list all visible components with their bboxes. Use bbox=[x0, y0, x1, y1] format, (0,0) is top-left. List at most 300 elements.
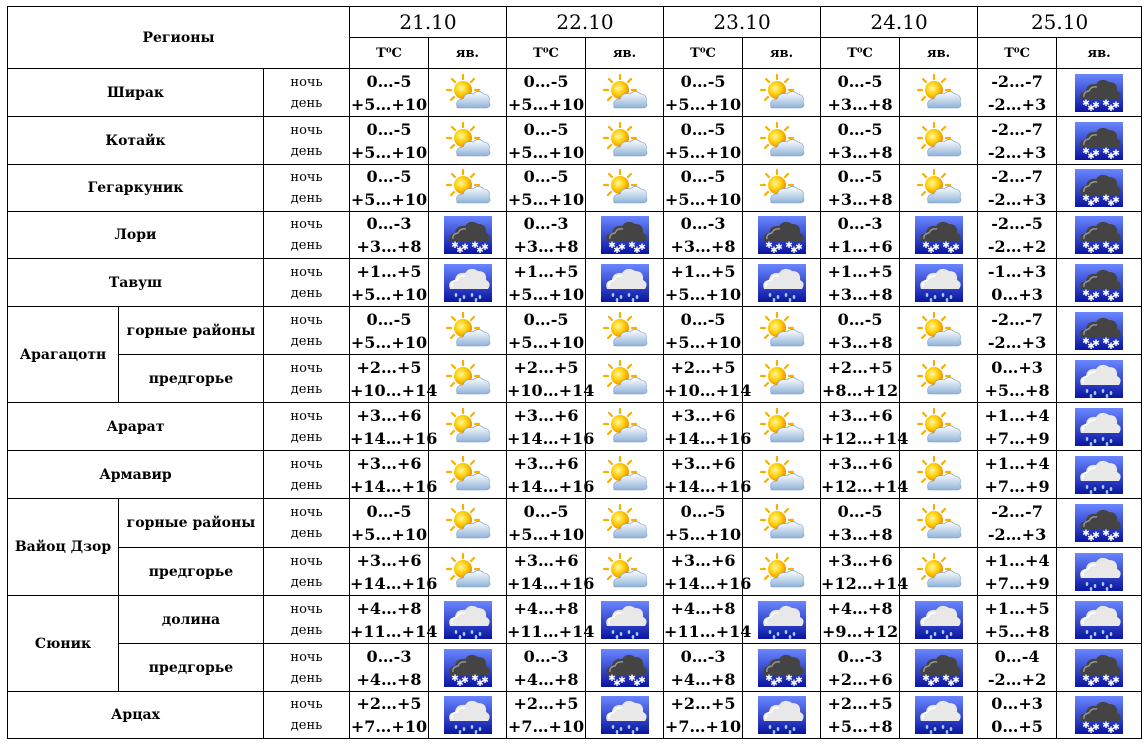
day-temp: +5…+8 bbox=[984, 621, 1050, 641]
svg-text:✱: ✱ bbox=[1092, 290, 1100, 301]
sun-cloud-icon bbox=[743, 69, 821, 117]
svg-text:✱: ✱ bbox=[951, 675, 960, 686]
svg-text:✱: ✱ bbox=[764, 673, 773, 684]
night-label: ночь bbox=[290, 74, 323, 90]
day-temp: +4…+8 bbox=[513, 669, 579, 689]
svg-text:✱: ✱ bbox=[1102, 146, 1110, 157]
night-temp: 0…-3 bbox=[837, 646, 883, 666]
temperature-cell bbox=[978, 596, 1057, 644]
region-name: Арагацотн bbox=[8, 307, 119, 403]
region-row bbox=[8, 644, 1142, 692]
day-temp: +3…+8 bbox=[827, 94, 893, 114]
temperature-cell bbox=[350, 117, 429, 165]
sun-cloud-icon bbox=[900, 451, 978, 499]
night-temp: -2…-7 bbox=[991, 502, 1043, 521]
region-name: Вайоц Дзор bbox=[8, 499, 119, 596]
svg-text:✱: ✱ bbox=[460, 675, 469, 686]
day-temp: +5…+10 bbox=[664, 142, 742, 162]
temperature-cell bbox=[664, 692, 743, 739]
night-temp: +1…+4 bbox=[984, 405, 1050, 425]
svg-text:✱: ✱ bbox=[1102, 194, 1110, 204]
svg-text:✱: ✱ bbox=[784, 241, 793, 251]
night-temp: 0…-5 bbox=[523, 119, 569, 139]
region-name: Котайк bbox=[8, 117, 264, 165]
sun-cloud-icon bbox=[586, 403, 664, 451]
night-temp: +1…+5 bbox=[984, 598, 1050, 618]
svg-text:✱: ✱ bbox=[946, 246, 955, 256]
temperature-cell bbox=[350, 307, 429, 355]
temperature-cell bbox=[664, 644, 743, 692]
day-temp: +7…+10 bbox=[664, 717, 742, 736]
day-temp: +7…+9 bbox=[984, 428, 1050, 448]
temperature-cell bbox=[821, 403, 909, 451]
night-temp: +4…+8 bbox=[513, 598, 579, 618]
night-temp: 0…-5 bbox=[837, 119, 883, 139]
night-temp: 0…-5 bbox=[366, 119, 412, 139]
svg-text:✱: ✱ bbox=[1082, 336, 1090, 347]
night-day-labels bbox=[264, 548, 350, 596]
night-temp: +2…+5 bbox=[670, 357, 736, 377]
day-temp: +12…+14 bbox=[821, 428, 909, 448]
svg-text:✱: ✱ bbox=[475, 246, 484, 256]
svg-text:✱: ✱ bbox=[1092, 196, 1100, 206]
snow-cloud-icon bbox=[1057, 307, 1142, 355]
region-row bbox=[8, 69, 1142, 117]
svg-text:✱: ✱ bbox=[794, 243, 803, 253]
day-temp: -2…+3 bbox=[987, 332, 1047, 352]
day-temp: +8…+12 bbox=[821, 380, 899, 400]
svg-text:✱: ✱ bbox=[1087, 726, 1095, 736]
svg-text:✱: ✱ bbox=[1102, 529, 1110, 539]
temperature-cell bbox=[821, 355, 900, 403]
rain-cloud-icon bbox=[429, 596, 507, 644]
night-temp: +2…+5 bbox=[513, 694, 579, 713]
temperature-cell bbox=[978, 165, 1057, 212]
night-temp: +1…+4 bbox=[984, 453, 1050, 473]
night-temp: 0…-3 bbox=[523, 646, 569, 666]
sun-cloud-icon bbox=[900, 548, 978, 596]
temperature-cell bbox=[978, 355, 1057, 403]
svg-text:✱: ✱ bbox=[1112, 196, 1120, 206]
temperature-cell bbox=[664, 499, 743, 548]
svg-text:✱: ✱ bbox=[789, 678, 798, 689]
sun-cloud-icon bbox=[429, 307, 507, 355]
svg-text:✱: ✱ bbox=[784, 673, 793, 684]
svg-text:✱: ✱ bbox=[1102, 673, 1110, 684]
night-temp: 0…-3 bbox=[366, 646, 412, 666]
svg-text:✱: ✱ bbox=[1082, 98, 1090, 109]
day-temp: +5…+10 bbox=[664, 94, 742, 114]
region-row bbox=[8, 548, 1142, 596]
day-temp: +3…+8 bbox=[827, 142, 893, 162]
regions-header: Регионы bbox=[8, 7, 350, 69]
day-temp: +1…+6 bbox=[827, 237, 893, 256]
night-temp: -2…-7 bbox=[991, 309, 1043, 329]
svg-text:✱: ✱ bbox=[1087, 341, 1095, 352]
region-row bbox=[8, 596, 1142, 644]
temperature-cell bbox=[664, 355, 752, 403]
svg-text:✱: ✱ bbox=[460, 243, 469, 253]
svg-text:✱: ✱ bbox=[1107, 726, 1115, 736]
temperature-cell bbox=[978, 451, 1057, 499]
date-header: 21.10 bbox=[350, 7, 507, 38]
sun-cloud-icon bbox=[900, 355, 978, 403]
sun-cloud-icon bbox=[429, 548, 507, 596]
temperature-cell bbox=[978, 548, 1057, 596]
svg-text:✱: ✱ bbox=[926, 246, 935, 256]
temperature-cell bbox=[821, 259, 900, 307]
sun-cloud-icon bbox=[586, 69, 664, 117]
rain-shower-cloud-icon bbox=[1057, 548, 1142, 596]
sun-cloud-icon bbox=[586, 451, 664, 499]
day-temp: +3…+8 bbox=[670, 237, 736, 256]
svg-text:✱: ✱ bbox=[475, 678, 484, 689]
rain-shower-cloud-icon bbox=[1057, 355, 1142, 403]
night-day-labels bbox=[264, 165, 350, 212]
snow-cloud-icon bbox=[429, 644, 507, 692]
temperature-cell bbox=[507, 212, 586, 259]
day-temp: -2…+2 bbox=[987, 237, 1047, 256]
day-temp: +5…+10 bbox=[507, 190, 585, 209]
sun-cloud-icon bbox=[429, 69, 507, 117]
day-label: день bbox=[290, 429, 323, 445]
night-temp: +1…+5 bbox=[827, 261, 893, 281]
svg-text:✱: ✱ bbox=[921, 241, 930, 251]
day-temp: -2…+3 bbox=[987, 190, 1047, 209]
night-temp: 0…-5 bbox=[366, 309, 412, 329]
night-temp: +2…+5 bbox=[513, 357, 579, 377]
night-temp: 0…-5 bbox=[366, 71, 412, 91]
day-temp: +4…+8 bbox=[356, 669, 422, 689]
temperature-cell bbox=[664, 165, 743, 212]
snow-cloud-icon bbox=[1057, 69, 1142, 117]
phenomena-header: яв. bbox=[1057, 38, 1142, 69]
svg-text:✱: ✱ bbox=[764, 241, 773, 251]
day-temp: +3…+8 bbox=[513, 237, 579, 256]
snow-cloud-icon bbox=[900, 644, 978, 692]
day-temp: +7…+9 bbox=[984, 476, 1050, 496]
night-temp: 0…-3 bbox=[837, 214, 883, 233]
temperature-cell bbox=[507, 117, 586, 165]
day-temp: +12…+14 bbox=[821, 573, 909, 593]
night-temp: -2…-7 bbox=[991, 167, 1043, 186]
day-temp: +5…+10 bbox=[350, 525, 428, 544]
day-temp: +14…+16 bbox=[664, 428, 752, 448]
night-temp: 0…-3 bbox=[680, 646, 726, 666]
day-temp: +10…+14 bbox=[350, 380, 438, 400]
svg-text:✱: ✱ bbox=[1092, 338, 1100, 349]
sun-cloud-icon bbox=[586, 548, 664, 596]
day-temp: +3…+8 bbox=[827, 284, 893, 304]
night-temp: 0…-3 bbox=[680, 214, 726, 233]
svg-text:✱: ✱ bbox=[612, 246, 621, 256]
night-day-labels bbox=[264, 644, 350, 692]
region-name: Сюник bbox=[8, 596, 119, 692]
night-temp: +2…+5 bbox=[670, 694, 736, 713]
svg-text:✱: ✱ bbox=[1102, 336, 1110, 347]
svg-text:✱: ✱ bbox=[1087, 199, 1095, 209]
sun-cloud-icon bbox=[429, 165, 507, 212]
sun-cloud-icon bbox=[900, 117, 978, 165]
day-temp: +5…+10 bbox=[507, 142, 585, 162]
svg-text:✱: ✱ bbox=[455, 246, 464, 256]
temperature-cell bbox=[821, 499, 900, 548]
sun-cloud-icon bbox=[429, 117, 507, 165]
night-label: ночь bbox=[290, 264, 323, 280]
sun-cloud-icon bbox=[900, 165, 978, 212]
night-temp: +1…+5 bbox=[513, 261, 579, 281]
day-temp: +5…+10 bbox=[507, 525, 585, 544]
temp-header: T⁰C bbox=[821, 38, 900, 69]
temperature-cell bbox=[350, 403, 438, 451]
night-temp: -2…-7 bbox=[991, 119, 1043, 139]
temperature-cell bbox=[507, 403, 595, 451]
day-temp: +5…+10 bbox=[664, 190, 742, 209]
date-header: 23.10 bbox=[664, 7, 821, 38]
day-label: день bbox=[290, 574, 323, 590]
snow-cloud-icon bbox=[743, 644, 821, 692]
temp-header: T⁰C bbox=[978, 38, 1057, 69]
temperature-cell bbox=[978, 499, 1057, 548]
temperature-cell bbox=[507, 692, 586, 739]
sun-cloud-icon bbox=[743, 403, 821, 451]
rain-cloud-icon bbox=[743, 259, 821, 307]
svg-text:✱: ✱ bbox=[617, 675, 626, 686]
night-temp: +3…+6 bbox=[356, 550, 422, 570]
temperature-cell bbox=[821, 117, 900, 165]
temperature-cell bbox=[821, 644, 900, 692]
rain-shower-cloud-icon bbox=[1057, 403, 1142, 451]
day-label: день bbox=[290, 285, 323, 301]
temperature-cell bbox=[978, 692, 1057, 739]
night-label: ночь bbox=[290, 553, 323, 569]
svg-text:✱: ✱ bbox=[946, 678, 955, 689]
night-temp: +2…+5 bbox=[827, 357, 893, 377]
rain-cloud-icon bbox=[586, 259, 664, 307]
day-temp: +5…+10 bbox=[350, 332, 428, 352]
temperature-cell bbox=[350, 596, 438, 644]
night-temp: 0…-5 bbox=[837, 167, 883, 186]
day-temp: +5…+10 bbox=[664, 284, 742, 304]
svg-text:✱: ✱ bbox=[1112, 531, 1120, 541]
day-temp: +5…+10 bbox=[664, 525, 742, 544]
region-row bbox=[8, 451, 1142, 499]
night-temp: +3…+6 bbox=[513, 405, 579, 425]
night-temp: -2…-5 bbox=[991, 214, 1043, 233]
day-temp: +7…+10 bbox=[507, 717, 585, 736]
day-temp: -2…+2 bbox=[987, 669, 1047, 689]
svg-text:✱: ✱ bbox=[1087, 678, 1095, 689]
svg-text:✱: ✱ bbox=[1082, 529, 1090, 539]
temperature-cell bbox=[978, 117, 1057, 165]
night-temp: 0…-5 bbox=[523, 167, 569, 186]
night-temp: +4…+8 bbox=[356, 598, 422, 618]
day-temp: +5…+10 bbox=[507, 332, 585, 352]
night-temp: 0…-5 bbox=[837, 71, 883, 91]
night-temp: +3…+6 bbox=[827, 405, 893, 425]
temperature-cell bbox=[350, 451, 438, 499]
svg-text:✱: ✱ bbox=[480, 243, 489, 253]
svg-text:✱: ✱ bbox=[607, 241, 616, 251]
svg-text:✱: ✱ bbox=[1107, 103, 1115, 114]
night-temp: +3…+6 bbox=[827, 550, 893, 570]
svg-text:✱: ✱ bbox=[941, 241, 950, 251]
night-temp: +3…+6 bbox=[670, 405, 736, 425]
day-temp: +4…+8 bbox=[670, 669, 736, 689]
svg-text:✱: ✱ bbox=[774, 243, 783, 253]
rain-cloud-icon bbox=[900, 596, 978, 644]
snow-cloud-icon bbox=[1057, 117, 1142, 165]
night-temp: 0…-5 bbox=[680, 502, 726, 521]
night-temp: +3…+6 bbox=[670, 453, 736, 473]
day-label: день bbox=[290, 95, 323, 111]
region-row bbox=[8, 259, 1142, 307]
temperature-cell bbox=[664, 212, 743, 259]
night-temp: +3…+6 bbox=[356, 453, 422, 473]
night-temp: 0…+3 bbox=[991, 694, 1043, 713]
night-label: ночь bbox=[290, 505, 323, 520]
night-label: ночь bbox=[290, 649, 323, 665]
sun-cloud-icon bbox=[900, 69, 978, 117]
rain-cloud-icon bbox=[586, 692, 664, 739]
snow-cloud-icon bbox=[900, 212, 978, 259]
night-label: ночь bbox=[290, 312, 323, 328]
svg-text:✱: ✱ bbox=[1082, 673, 1090, 684]
svg-text:✱: ✱ bbox=[470, 673, 479, 684]
temp-header: T⁰C bbox=[664, 38, 743, 69]
svg-text:✱: ✱ bbox=[769, 678, 778, 689]
day-temp: +11…+14 bbox=[664, 621, 752, 641]
svg-text:✱: ✱ bbox=[1082, 721, 1090, 731]
day-temp: +5…+10 bbox=[350, 94, 428, 114]
forecast-body bbox=[8, 7, 1142, 739]
snow-cloud-icon bbox=[1057, 499, 1142, 548]
svg-text:✱: ✱ bbox=[1092, 531, 1100, 541]
sun-cloud-icon bbox=[743, 548, 821, 596]
svg-text:✱: ✱ bbox=[1092, 148, 1100, 159]
temperature-cell bbox=[507, 259, 586, 307]
day-temp: +11…+14 bbox=[350, 621, 438, 641]
day-label: день bbox=[290, 143, 323, 159]
temperature-cell bbox=[978, 644, 1057, 692]
temperature-cell bbox=[664, 403, 752, 451]
snow-cloud-icon bbox=[586, 644, 664, 692]
night-temp: -2…-7 bbox=[991, 71, 1043, 91]
night-temp: 0…-5 bbox=[680, 71, 726, 91]
sun-cloud-icon bbox=[586, 117, 664, 165]
day-temp: +14…+16 bbox=[507, 573, 595, 593]
rain-cloud-icon bbox=[743, 596, 821, 644]
temperature-cell bbox=[350, 69, 429, 117]
svg-text:✱: ✱ bbox=[455, 678, 464, 689]
night-temp: +3…+6 bbox=[670, 550, 736, 570]
sun-cloud-icon bbox=[743, 355, 821, 403]
night-temp: 0…-5 bbox=[680, 309, 726, 329]
region-row bbox=[8, 499, 1142, 548]
svg-text:✱: ✱ bbox=[450, 673, 459, 684]
day-temp: +2…+6 bbox=[827, 669, 893, 689]
temperature-cell bbox=[821, 69, 900, 117]
svg-text:✱: ✱ bbox=[1082, 241, 1090, 251]
svg-text:✱: ✱ bbox=[1107, 341, 1115, 352]
phenomena-header: яв. bbox=[900, 38, 978, 69]
day-temp: -2…+3 bbox=[987, 94, 1047, 114]
svg-text:✱: ✱ bbox=[1087, 103, 1095, 114]
date-header: 25.10 bbox=[978, 7, 1142, 38]
svg-text:✱: ✱ bbox=[1112, 338, 1120, 349]
night-temp: +3…+6 bbox=[513, 453, 579, 473]
day-temp: +7…+9 bbox=[984, 573, 1050, 593]
night-temp: 0…-4 bbox=[994, 646, 1040, 666]
night-day-labels bbox=[264, 355, 350, 403]
night-temp: 0…-5 bbox=[680, 167, 726, 186]
region-name: Лори bbox=[8, 212, 264, 259]
temperature-cell bbox=[507, 548, 595, 596]
svg-text:✱: ✱ bbox=[1112, 148, 1120, 159]
svg-text:✱: ✱ bbox=[1087, 534, 1095, 544]
temperature-cell bbox=[978, 403, 1057, 451]
region-row bbox=[8, 117, 1142, 165]
svg-text:✱: ✱ bbox=[1107, 534, 1115, 544]
sun-cloud-icon bbox=[743, 499, 821, 548]
svg-text:✱: ✱ bbox=[931, 243, 940, 253]
svg-text:✱: ✱ bbox=[769, 246, 778, 256]
region-name: Армавир bbox=[8, 451, 264, 499]
svg-text:✱: ✱ bbox=[1107, 293, 1115, 304]
svg-text:✱: ✱ bbox=[1112, 290, 1120, 301]
region-name: Гегаркуник bbox=[8, 165, 264, 212]
day-temp: +5…+10 bbox=[350, 284, 428, 304]
snow-cloud-icon bbox=[1057, 259, 1142, 307]
region-row bbox=[8, 212, 1142, 259]
svg-text:✱: ✱ bbox=[627, 241, 636, 251]
sun-cloud-icon bbox=[586, 499, 664, 548]
day-temp: +5…+10 bbox=[507, 94, 585, 114]
day-temp: -2…+3 bbox=[987, 142, 1047, 162]
svg-text:✱: ✱ bbox=[1102, 241, 1110, 251]
snow-cloud-icon bbox=[429, 212, 507, 259]
svg-text:✱: ✱ bbox=[1092, 723, 1100, 733]
region-name: Тавуш bbox=[8, 259, 264, 307]
night-day-labels bbox=[264, 259, 350, 307]
temperature-cell bbox=[350, 212, 429, 259]
night-temp: +2…+5 bbox=[827, 694, 893, 713]
day-temp: +3…+8 bbox=[356, 237, 422, 256]
temp-header: T⁰C bbox=[507, 38, 586, 69]
sun-cloud-icon bbox=[429, 403, 507, 451]
temperature-cell bbox=[664, 259, 743, 307]
temperature-cell bbox=[821, 212, 900, 259]
rain-cloud-icon bbox=[900, 692, 978, 739]
subregion-name: предгорье bbox=[119, 355, 264, 403]
snow-cloud-icon bbox=[1057, 165, 1142, 212]
day-label: день bbox=[290, 670, 323, 686]
day-temp: +7…+10 bbox=[350, 717, 428, 736]
night-temp: +3…+6 bbox=[513, 550, 579, 570]
temperature-cell bbox=[507, 499, 586, 548]
night-label: ночь bbox=[290, 217, 323, 232]
day-temp: +14…+16 bbox=[350, 573, 438, 593]
night-label: ночь bbox=[290, 360, 323, 376]
temperature-cell bbox=[507, 307, 586, 355]
svg-text:✱: ✱ bbox=[794, 675, 803, 686]
day-label: день bbox=[290, 622, 323, 638]
day-temp: +5…+10 bbox=[507, 284, 585, 304]
rain-cloud-icon bbox=[743, 692, 821, 739]
region-row bbox=[8, 403, 1142, 451]
night-day-labels bbox=[264, 596, 350, 644]
rain-cloud-icon bbox=[586, 596, 664, 644]
